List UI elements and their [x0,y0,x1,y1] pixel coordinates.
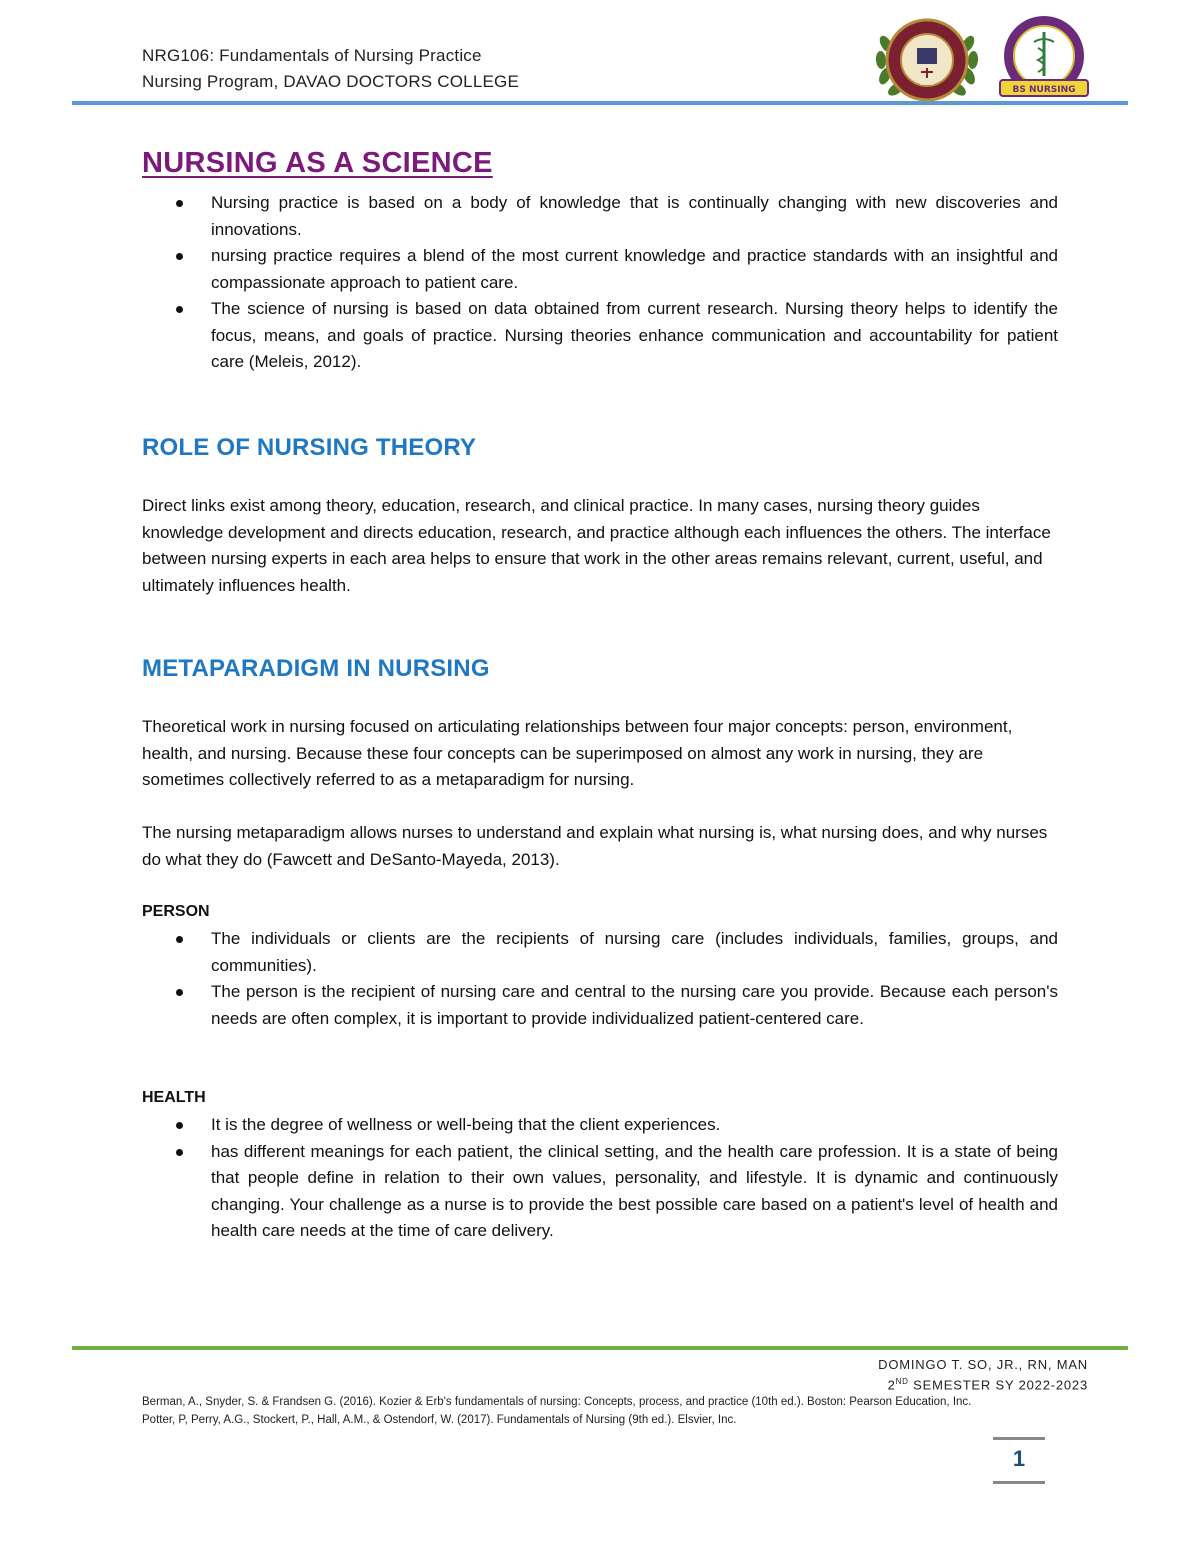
list-item: The person is the recipient of nursing care and central to the nursing care you provide. Because each person's needs are often complex, it is important to provide individualized patient-centered care. [142,979,1058,1032]
page-number-rule-top [993,1437,1045,1440]
person-bullet-list [142,926,1058,1032]
subsection-title-person: PERSON [142,903,210,920]
section-title-theory: ROLE OF NURSING THEORY [142,434,477,461]
page-number-rule-bottom [993,1481,1045,1484]
list-item: Nursing practice is based on a body of knowledge that is continually changing with new discoveries and innovations. [142,190,1058,243]
svg-text:1975: 1975 [919,80,935,87]
health-bullet-list [142,1112,1058,1245]
header-divider [72,101,1128,105]
header-course-title: NRG106: Fundamentals of Nursing Practice [142,46,482,65]
section-title-metaparadigm: METAPARADIGM IN NURSING [142,655,490,682]
metaparadigm-paragraph-1: Theoretical work in nursing focused on articulating relationships between four major concepts: person, environment, health, and nursing. Because these four concepts can be superimposed on almost any work in nursing, they are sometimes collectively referred to as a metaparadigm for nursing. [142,717,1013,789]
footer-author: DOMINGO T. SO, JR., RN, MAN [878,1357,1088,1372]
subsection-title-health: HEALTH [142,1089,206,1106]
college-seal-logo [872,14,982,106]
section-title-science: NURSING AS A SCIENCE [142,147,493,179]
svg-text:BS NURSING: BS NURSING [1012,85,1076,95]
theory-paragraph: Direct links exist among theory, education, research, and clinical practice. In many cases, nursing theory guides knowledge development and directs education, research, and practice although each influences the others. The interface between nursing experts in each area helps to ensure that work in the other areas remains relevant, current, useful, and ultimately influences health. [142,496,1051,595]
footer-semester: 2ND SEMESTER SY 2022-2023 [887,1377,1088,1393]
page-number: 1 [1012,1446,1026,1471]
list-item: The science of nursing is based on data obtained from current research. Nursing theory helps to identify the focus, means, and goals of practice. Nursing theories enhance communication and accountability for patient care (Meleis, 2012). [142,296,1058,376]
metaparadigm-paragraph-2: The nursing metaparadigm allows nurses to understand and explain what nursing is, what nursing does, and why nurses do what they do (Fawcett and DeSanto-Mayeda, 2013). [142,823,1048,869]
list-item: It is the degree of wellness or well-being that the client experiences. [142,1112,1058,1139]
list-item: The individuals or clients are the recipients of nursing care (includes individuals, families, groups, and communities). [142,926,1058,979]
header-program: Nursing Program, DAVAO DOCTORS COLLEGE [142,72,519,91]
list-item: nursing practice requires a blend of the most current knowledge and practice standards with an insightful and compassionate approach to patient care. [142,243,1058,296]
science-bullet-list [142,190,1058,376]
footer-reference-1: Berman, A., Snyder, S. & Frandsen G. (2016). Kozier & Erb's fundamentals of nursing: Concepts, process, and practice (10th ed.). Boston: Pearson Education, Inc. [142,1396,972,1408]
list-item: has different meanings for each patient, the clinical setting, and the health care profession. It is a state of being that people define in relation to their own values, personality, and lifestyle. It is dynamic and continuously changing. Your challenge as a nurse is to provide the best possible care based on a patient's level of health and health care needs at the time of care delivery. [142,1139,1058,1245]
footer-reference-2: Potter, P, Perry, A.G., Stockert, P., Hall, A.M., & Ostendorf, W. (2017). Fundamentals of Nursing (9th ed.). Elsvier, Inc. [142,1414,737,1426]
nursing-program-logo [994,14,1094,104]
footer-divider [72,1346,1128,1350]
